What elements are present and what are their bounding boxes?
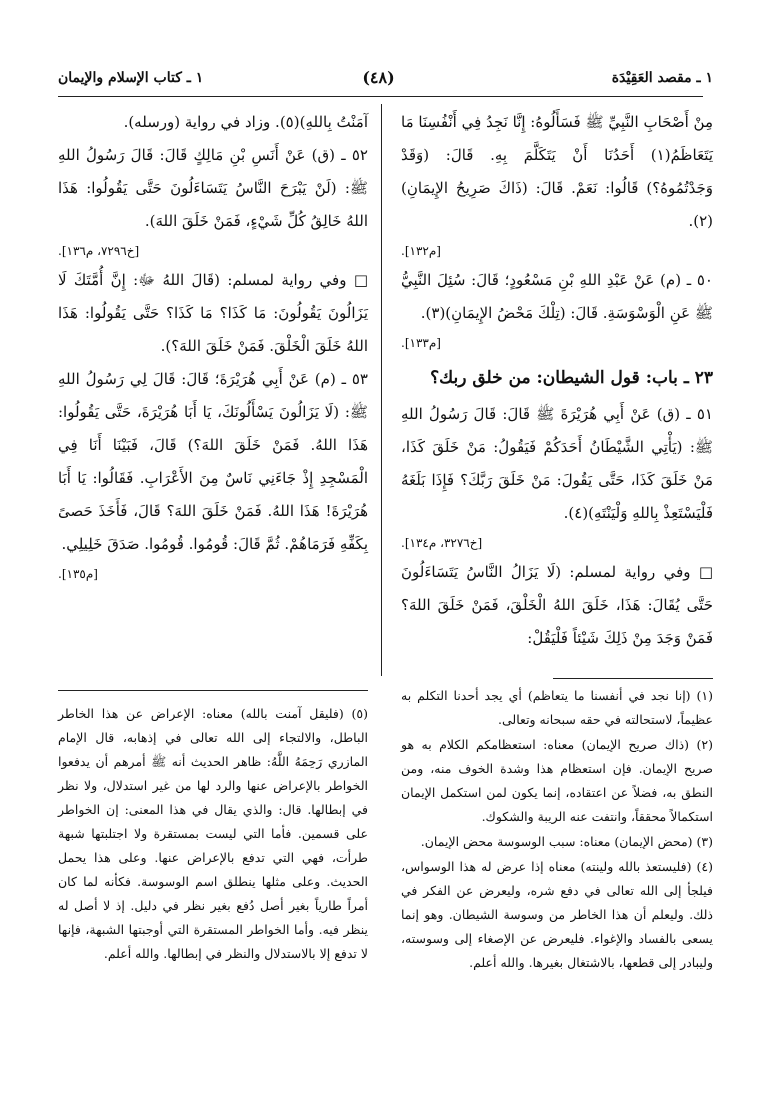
column-divider xyxy=(381,104,382,676)
hadith-53-reference: [م١٣٥]. xyxy=(58,567,98,581)
running-header-left: ١ ـ كتاب الإسلام والإيمان xyxy=(58,70,204,86)
hadith-53-text: ٥٣ ـ (م) عَنْ أَبِي هُرَيْرَةَ؛ قَالَ: قَالَ لِي رَسُولُ اللهِ ﷺ: (لَا يَزَالُونَ يَسْأَلُونَكَ، يَا أَبَا هُرَيْرَةَ، حَتَّى يَقُولُوا: هَذَا اللهُ. فَمَنْ خَلَقَ اللهَ؟) قَالَ، فَبَيْنَا أَنَا فِي الْمَسْجِدِ إِذْ جَاءَنِي نَاسٌ مِنَ الأَعْرَابِ. فَقَالُوا: يَا أَبَا هُرَيْرَةَ! هَذَا اللهُ. فَمَنْ خَلَقَ اللهَ؟ قَالَ، فَأَخَذَ حَصىً بِكَفِّهِ فَرَمَاهُمْ. ثُمَّ قَالَ: قُومُوا. قُومُوا. صَدَقَ خَلِيلِي. xyxy=(58,370,368,553)
hadith-51-reference: [خ٣٢٧٦، م١٣٤]. xyxy=(401,536,483,550)
page-number: (٤٨) xyxy=(362,68,395,87)
footnote-1: (١) (إنا نجد في أنفسنا ما يتعاظم) أي يجد أحدنا التكلم به عظيماً، لاستحالته في حقه سبحانه وتعالى. xyxy=(401,688,713,727)
hadith-51-muslim-variant: □ وفي رواية لمسلم: (لَا يَزَالُ النَّاسُ يَتَسَاءَلُونَ حَتَّى يُقَالَ: هَذَا، خَلَقَ اللهُ الْخَلْقَ، فَمَنْ خَلَقَ اللهَ؟ فَمَنْ وَجَدَ مِنْ ذَلِكَ شَيْئاً فَلْيَقُلْ: xyxy=(401,563,713,647)
footnote-3: (٣) (محض الإيمان) معناه: سبب الوسوسة محض الإيمان. xyxy=(420,834,713,849)
left-column xyxy=(58,106,368,587)
hadith-51-text: ٥١ ـ (ق) عَنْ أَبِي هُرَيْرَةَ ﷺ قَالَ: قَالَ رَسُولُ اللهِ ﷺ: (يَأْتِي الشَّيْطَانُ أَحَدَكُمْ فَيَقُولُ: مَنْ خَلَقَ كَذَا، مَنْ خَلَقَ كَذَا، حَتَّى يَقُولَ: مَنْ خَلَقَ رَبَّكَ؟ فَإِذَا بَلَغَهُ فَلْيَسْتَعِذْ بِاللهِ وَلْيَنْتَهِ)(٤). xyxy=(401,405,713,522)
footnote-rule-left xyxy=(58,690,368,691)
hadith-52-text: ٥٢ ـ (ق) عَنْ أَنَسِ بْنِ مَالِكٍ قَالَ: قَالَ رَسُولُ اللهِ ﷺ: (لَنْ يَبْرَحَ النَّاسُ يَتَسَاءَلُونَ حَتَّى يَقُولُوا: هَذَا اللهُ خَالِقُ كُلِّ شَيْءٍ، فَمَنْ خَلَقَ اللهَ). xyxy=(58,146,368,230)
right-column xyxy=(401,106,713,655)
hadith-49-text: مِنْ أَصْحَابِ النَّبِيِّ ﷺ فَسَأَلُوهُ: إِنَّا نَجِدُ فِي أَنْفُسِنَا مَا يَتَعَاظَمُ(١) أَحَدُنَا أَنْ يَتَكَلَّمَ بِهِ. قَالَ: (وَقَدْ وَجَدْتُمُوهُ؟) قَالُوا: نَعَمْ. قَالَ: (ذَاكَ صَرِيحُ الإِيمَانِ)(٢). xyxy=(401,113,713,230)
hadith-51-continuation: آمَنْتُ بِاللهِ)(٥). وزاد في رواية (ورسله). xyxy=(123,113,368,131)
running-header-right: ١ ـ مقصد العَقِيْدَة xyxy=(611,70,713,86)
header-rule xyxy=(58,96,703,97)
footnote-rule-right xyxy=(553,678,713,679)
footnote-4: (٤) (فليستعذ بالله ولينته) معناه إذا عرض له هذا الوسواس، فيلجأ إلى الله تعالى في دفع شره، وليعرض عن الفكر في ذلك. وليعلم أن هذا الخاطر من وسوسة الشيطان. وهو إنما يسعى بالفساد والإغواء. فليعرض عن الإصغاء إلى وسوسته، وليبادر إلى قطعها، بالاشتغال بغيرها. والله أعلم. xyxy=(401,859,713,970)
hadith-50-text: ٥٠ ـ (م) عَنْ عَبْدِ اللهِ بْنِ مَسْعُودٍ؛ قَالَ: سُئِلَ النَّبِيُّ ﷺ عَنِ الْوَسْوَسَةِ. قَالَ: (تِلْكَ مَحْضُ الإِيمَانِ)(٣). xyxy=(401,271,713,322)
hadith-52-reference: [خ٧٢٩٦، م١٣٦]. xyxy=(58,244,140,258)
hadith-50-reference: [م١٣٣]. xyxy=(401,336,441,350)
footnote-2: (٢) (ذاك صريح الإيمان) معناه: استعظامكم الكلام به هو صريح الإيمان. فإن استعظام هذا وشدة الخوف منه، ومن النطق به، فضلاً عن اعتقاده، إنما يكون لمن استكمل الإيمان استكمالاً محققاً، وانتفت عنه الريبة والشكوك. xyxy=(401,737,713,824)
footnotes-right xyxy=(401,684,713,976)
footnotes-left xyxy=(58,702,368,967)
footnote-5: (٥) (فليقل آمنت بالله) معناه: الإعراض عن هذا الخاطر الباطل، والالتجاء إلى الله تعالى في إذهابه، قال الإمام المازري رَحِمَهُ اللَّهُ: ظاهر الحديث أنه ﷺ أمرهم أن يدفعوا الخواطر بالإعراض عنها والرد لها من غير استدلال، ولا نظر في إبطالها. قال: والذي يقال في هذا المعنى: إن الخواطر على قسمين. فأما التي ليست بمستقرة ولا اجتلبتها شبهة طرأت، فهي التي تدفع بالإعراض عنها. وعلى هذا يحمل الحديث. وعلى مثلها ينطلق اسم الوسوسة. فكأنه لما كان أمراً طارياً بغير أصل دُفع بغير نظر في دليل. إذ لا أصل له ينظر فيه. وأما الخواطر المستقرة التي أوجبتها الشبهة، فإنها لا تدفع إلا بالاستدلال والنظر في إبطالها. والله أعلم. xyxy=(58,706,368,961)
chapter-heading: ٢٣ ـ باب: قول الشيطان: من خلق ربك؟ xyxy=(430,368,713,388)
hadith-52-muslim-variant: □ وفي رواية لمسلم: (قَالَ اللهُ ﷻ: إِنَّ أُمَّتَكَ لَا يَزَالُونَ يَقُولُونَ: مَا كَذَا؟ مَا كَذَا؟ حَتَّى يَقُولُوا: هَذَا اللهُ خَلَقَ الْخَلْقَ. فَمَنْ خَلَقَ اللهَ؟). xyxy=(58,271,368,355)
hadith-49-reference: [م١٣٢]. xyxy=(401,244,441,258)
